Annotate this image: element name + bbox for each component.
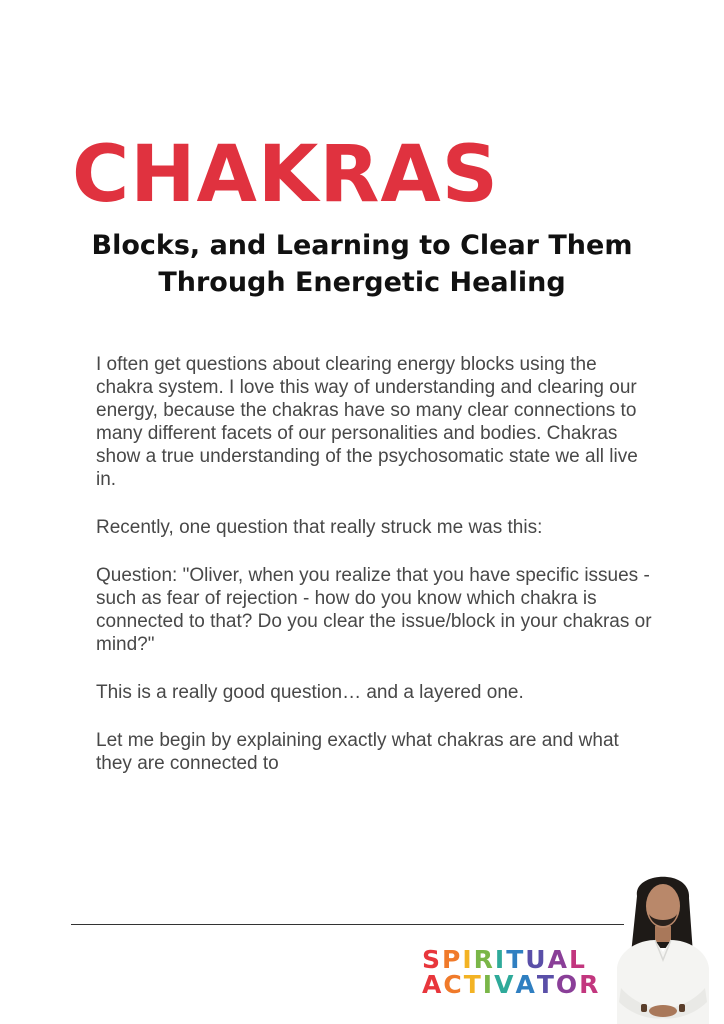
- brand-letter: S: [422, 945, 443, 974]
- subtitle-line-1: Blocks, and Learning to Clear Them: [91, 230, 633, 261]
- brand-letter: R: [473, 945, 495, 974]
- author-portrait: [603, 868, 724, 1024]
- brand-letter: T: [536, 970, 556, 999]
- brand-letter: I: [482, 970, 495, 999]
- brand-letter: U: [525, 945, 548, 974]
- brand-letter: I: [462, 945, 474, 974]
- brand-letter: A: [547, 945, 569, 974]
- brand-letter: C: [443, 970, 464, 999]
- page-title: CHAKRAS: [72, 130, 499, 220]
- paragraph-intro: I often get questions about clearing energy blocks using the chakra system. I love this way of understanding and clearing our energy, because the chakras have so many clear connections to many different facets of our personalities and bodies. Chakras show a true understanding of the psychosomatic state we all live in.: [96, 354, 638, 490]
- footer-divider: [71, 924, 624, 925]
- brand-letter: P: [442, 945, 463, 974]
- brand-letter: T: [463, 970, 483, 999]
- brand-logo-line-2: [422, 972, 600, 997]
- brand-letter: O: [555, 970, 580, 999]
- brand-letter: V: [494, 970, 516, 999]
- page-subtitle: [40, 227, 684, 301]
- brand-letter: L: [568, 945, 587, 974]
- brand-letter: R: [579, 970, 601, 999]
- paragraph-begin: Let me begin by explaining exactly what chakras are and what they are connected to: [96, 730, 619, 774]
- brand-letter: T: [506, 945, 526, 974]
- brand-letter: A: [515, 970, 537, 999]
- brand-logo-line-1: [422, 947, 600, 972]
- brand-logo: [422, 947, 600, 997]
- paragraph-question-lead: Recently, one question that really struck me was this:: [96, 517, 543, 538]
- brand-letter: I: [494, 945, 507, 974]
- paragraph-good-question: This is a really good question… and a layered one.: [96, 682, 524, 703]
- article-body: [96, 353, 656, 800]
- subtitle-line-2: Through Energetic Healing: [158, 267, 566, 298]
- brand-letter: A: [422, 970, 444, 999]
- paragraph-question: Question: "Oliver, when you realize that you have specific issues - such as fear of rejection - how do you know which chakra is connected to that? Do you clear the issue/block in your chakras or mind?": [96, 565, 652, 655]
